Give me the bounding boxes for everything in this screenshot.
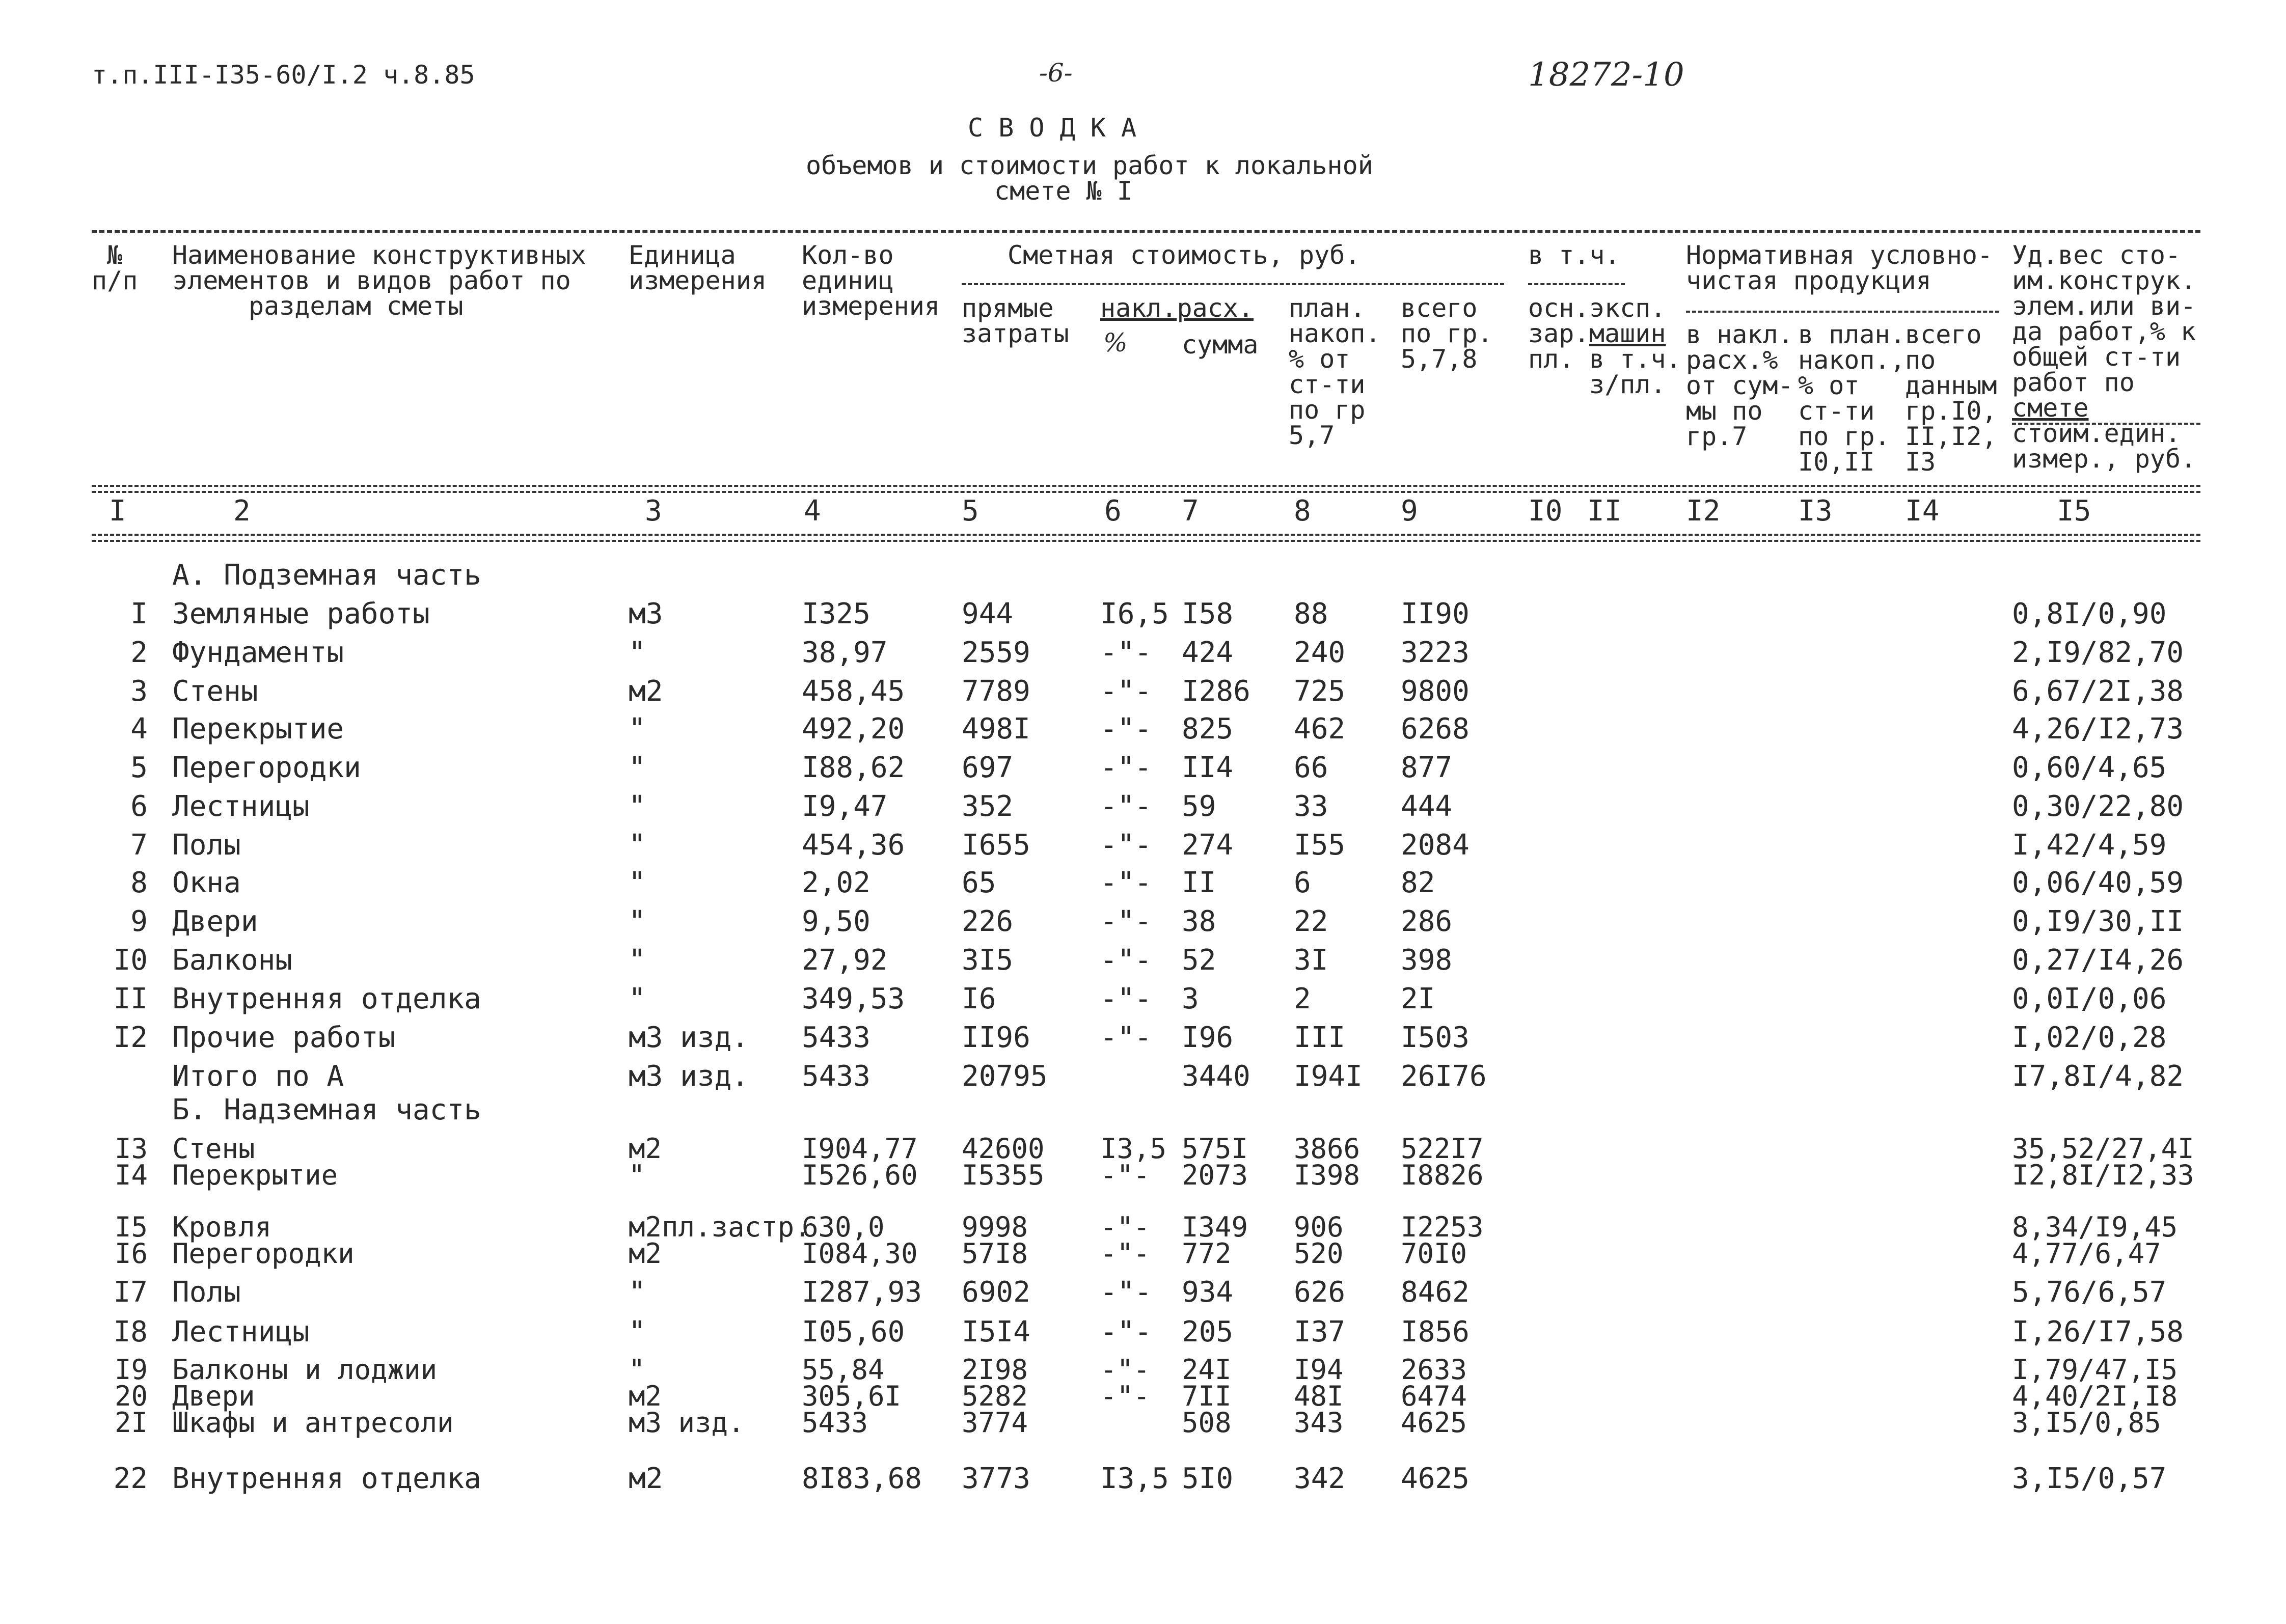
cell-total: 82 <box>1401 866 1435 899</box>
cell-total: 70I0 <box>1401 1237 1467 1270</box>
cell-plan: 33 <box>1294 790 1328 823</box>
cell-n: I2 <box>113 1021 148 1054</box>
col-header-5: прямые затраты <box>962 293 1069 348</box>
col-header-8: план. накоп. % от ст-ти по гр 5,7 <box>1289 293 1381 450</box>
cell-qty: 458,45 <box>802 675 905 708</box>
cell-plan: 725 <box>1294 675 1346 708</box>
cell-sum: 575I <box>1182 1133 1248 1165</box>
cell-name: Балконы и лоджии <box>172 1354 438 1386</box>
cell-share: 0,I9/30,II <box>2012 905 2184 938</box>
cell-qty: 5433 <box>802 1407 868 1439</box>
cell-unit: " <box>629 790 646 823</box>
cell-plan: 342 <box>1294 1462 1346 1495</box>
cell-plan: I37 <box>1294 1315 1346 1348</box>
cell-direct: I655 <box>962 829 1030 862</box>
col-header-7: сумма <box>1182 330 1259 360</box>
cell-qty: 9,50 <box>802 905 870 938</box>
cell-pct: -"- <box>1100 1159 1150 1191</box>
cell-pct: -"- <box>1100 1354 1150 1386</box>
cell-n: 22 <box>113 1462 148 1495</box>
cell-plan: 48I <box>1294 1380 1344 1412</box>
cell-share: I,26/I7,58 <box>2012 1315 2184 1348</box>
cell-pct: -"- <box>1100 1276 1152 1309</box>
cell-qty: 630,0 <box>802 1211 885 1243</box>
cell-sum: II4 <box>1182 751 1234 784</box>
cell-n: I6 <box>114 1237 148 1270</box>
cell-share: I,42/4,59 <box>2012 829 2167 862</box>
cell-name: Стены <box>172 675 258 708</box>
cell-unit: м2 <box>629 675 663 708</box>
cell-sum: I58 <box>1182 597 1234 630</box>
col-header-13: в план. накоп., % от ст-ти по гр. I0,II <box>1798 320 1906 477</box>
table-top-rule <box>92 230 2200 233</box>
cell-plan: 3866 <box>1294 1133 1360 1165</box>
cell-qty: 349,53 <box>802 982 905 1015</box>
cell-n: I8 <box>113 1315 148 1348</box>
cell-sum: 934 <box>1182 1276 1234 1309</box>
cell-qty: 492,20 <box>802 712 905 746</box>
col-header-12: в накл. расх.% от сум- мы по гр.7 <box>1686 320 1793 451</box>
cell-sum: 424 <box>1182 636 1234 669</box>
cell-direct: I5355 <box>962 1159 1045 1191</box>
cell-direct: 697 <box>962 751 1014 784</box>
cell-unit: " <box>629 944 646 977</box>
cell-name: Перегородки <box>172 1237 355 1270</box>
cell-sum: 3440 <box>1182 1060 1250 1093</box>
cell-unit: " <box>629 982 646 1015</box>
cell-n: I <box>130 597 148 630</box>
cell-total: 9800 <box>1401 675 1469 708</box>
document-code: т.п.III-I35-60/I.2 ч.8.85 <box>92 60 475 90</box>
cell-direct: 944 <box>962 597 1014 630</box>
cell-direct: 65 <box>962 866 996 899</box>
cell-share: 5,76/6,57 <box>2012 1276 2167 1309</box>
cell-unit: м2 <box>629 1380 662 1412</box>
cell-total: 8462 <box>1401 1276 1469 1309</box>
cell-name: Лестницы <box>172 1315 310 1348</box>
cell-total: 2633 <box>1401 1354 1467 1386</box>
cell-name: Перекрытие <box>172 1159 338 1191</box>
cell-plan: I55 <box>1294 829 1346 862</box>
cell-unit: " <box>629 1315 646 1348</box>
cell-pct: -"- <box>1100 1021 1152 1054</box>
cell-qty: I88,62 <box>802 751 905 784</box>
cell-qty: I526,60 <box>802 1159 918 1191</box>
cell-sum: 52 <box>1182 944 1216 977</box>
cell-n: I9 <box>114 1354 148 1386</box>
cell-share: I7,8I/4,82 <box>2012 1060 2184 1093</box>
cell-qty: 55,84 <box>802 1354 885 1386</box>
cell-share: 3,I5/0,85 <box>2012 1407 2161 1439</box>
cell-name: Двери <box>172 1380 255 1412</box>
col-number: 2 <box>233 494 251 528</box>
cell-pct: -"- <box>1100 982 1152 1015</box>
cell-n: I5 <box>114 1211 148 1243</box>
col-header-15: Уд.вес сто- им.конструк. элем.или ви- да работ,% к общей ст-ти работ по смете стоим.един. измер., руб. <box>2012 240 2196 474</box>
col-number: I <box>109 494 126 528</box>
cell-name: Полы <box>172 1276 241 1309</box>
cell-direct: 2I98 <box>962 1354 1028 1386</box>
cell-n: II <box>113 982 148 1015</box>
cell-share: 0,06/40,59 <box>2012 866 2184 899</box>
cell-qty: 27,92 <box>802 944 888 977</box>
nakl-header: накл.расх. <box>1100 293 1254 323</box>
cell-direct: 352 <box>962 790 1014 823</box>
cell-sum: 24I <box>1182 1354 1232 1386</box>
numbers-bottom-rule-1 <box>92 534 2200 536</box>
cell-plan: 520 <box>1294 1237 1344 1270</box>
cell-name: Внутренняя отделка <box>172 1462 481 1495</box>
cell-pct: -"- <box>1100 905 1152 938</box>
section-title: А. Подземная часть <box>172 559 481 592</box>
cell-unit: м3 <box>629 597 663 630</box>
cell-share: 3,I5/0,57 <box>2012 1462 2167 1495</box>
cell-pct: -"- <box>1100 790 1152 823</box>
cell-sum: 825 <box>1182 712 1234 746</box>
cell-share: 0,8I/0,90 <box>2012 597 2167 630</box>
col-header-1: № п/п <box>92 240 138 295</box>
cell-name: Лестницы <box>172 790 310 823</box>
cell-pct: -"- <box>1100 712 1152 746</box>
cell-direct: I6 <box>962 982 996 1015</box>
cell-plan: 906 <box>1294 1211 1344 1243</box>
col-number: I2 <box>1686 494 1721 528</box>
cell-share: 4,40/2I,I8 <box>2012 1380 2178 1412</box>
cell-plan: 22 <box>1294 905 1328 938</box>
cell-sum: I286 <box>1182 675 1250 708</box>
col-header-4: Кол-во единиц измерения <box>802 240 940 321</box>
cell-plan: III <box>1294 1021 1346 1054</box>
cell-total: 4625 <box>1401 1407 1467 1439</box>
cell-name: Двери <box>172 905 258 938</box>
cell-name: Окна <box>172 866 241 899</box>
cell-pct: I6,5 <box>1100 597 1169 630</box>
cell-share: 35,52/27,4I <box>2012 1133 2194 1165</box>
cell-unit: м2 <box>629 1237 662 1270</box>
cell-share: I,02/0,28 <box>2012 1021 2167 1054</box>
cell-pct: -"- <box>1100 751 1152 784</box>
cell-n: I0 <box>113 944 148 977</box>
norm-header: Нормативная условно- чистая продукция <box>1686 240 1993 295</box>
cell-plan: 462 <box>1294 712 1346 746</box>
cell-direct: 2559 <box>962 636 1030 669</box>
cell-unit: " <box>629 905 646 938</box>
cell-total: 444 <box>1401 790 1453 823</box>
cell-qty: I287,93 <box>802 1276 922 1309</box>
cell-sum: 274 <box>1182 829 1234 862</box>
cell-qty: 5433 <box>802 1060 870 1093</box>
cell-pct: -"- <box>1100 636 1152 669</box>
cell-n: 5 <box>130 751 148 784</box>
cell-sum: 2073 <box>1182 1159 1248 1191</box>
numbers-bottom-rule-2 <box>92 540 2200 542</box>
cell-qty: 8I83,68 <box>802 1462 922 1495</box>
cell-n: 9 <box>130 905 148 938</box>
cell-pct: -"- <box>1100 1315 1152 1348</box>
cell-total: I856 <box>1401 1315 1469 1348</box>
cell-name: Балконы <box>172 944 293 977</box>
col-number: 5 <box>962 494 979 528</box>
header-bottom-rule-1 <box>92 485 2200 487</box>
cell-direct: 7789 <box>962 675 1030 708</box>
cell-qty: I325 <box>802 597 870 630</box>
cell-share: I2,8I/I2,33 <box>2012 1159 2194 1191</box>
document-title: С В О Д К А <box>968 113 1137 143</box>
cell-total: I503 <box>1401 1021 1469 1054</box>
cell-direct: 3I5 <box>962 944 1014 977</box>
cell-unit: " <box>629 829 646 862</box>
cell-name: Земляные работы <box>172 597 430 630</box>
cell-qty: 454,36 <box>802 829 905 862</box>
cell-plan: 88 <box>1294 597 1328 630</box>
cell-share: 4,77/6,47 <box>2012 1237 2161 1270</box>
cell-sum: 38 <box>1182 905 1216 938</box>
col-header-11: эксп. машин в т.ч. з/пл. <box>1589 293 1681 399</box>
header-bottom-rule-2 <box>92 491 2200 493</box>
cell-total: II90 <box>1401 597 1469 630</box>
norm-rule <box>1686 311 1999 313</box>
cell-direct: 5282 <box>962 1380 1028 1412</box>
col-header-2: Наименование конструктивных элементов и видов работ по разделам сметы <box>172 240 586 321</box>
cell-plan: I94I <box>1294 1060 1363 1093</box>
cell-total: I8826 <box>1401 1159 1484 1191</box>
vtch-header: в т.ч. <box>1528 240 1620 270</box>
cell-plan: I398 <box>1294 1159 1360 1191</box>
col-number: 7 <box>1182 494 1199 528</box>
cell-n: 3 <box>130 675 148 708</box>
cell-sum: I349 <box>1182 1211 1248 1243</box>
cell-unit: " <box>629 1354 645 1386</box>
cell-name: Шкафы и антресоли <box>172 1407 454 1439</box>
title-line-2: смете № I <box>994 176 1132 206</box>
cell-plan: 66 <box>1294 751 1328 784</box>
col-number: I3 <box>1798 494 1833 528</box>
cell-direct: 226 <box>962 905 1014 938</box>
cell-total: 877 <box>1401 751 1453 784</box>
vtch-rule <box>1528 283 1625 285</box>
col-number: I4 <box>1905 494 1940 528</box>
cell-pct: -"- <box>1100 944 1152 977</box>
cell-sum: 508 <box>1182 1407 1232 1439</box>
cell-unit: " <box>629 1159 645 1191</box>
col-header-3: Единица измерения <box>629 240 767 295</box>
cell-share: I,79/47,I5 <box>2012 1354 2178 1386</box>
cell-n: 20 <box>114 1380 148 1412</box>
cell-total: 398 <box>1401 944 1453 977</box>
cell-name: Перекрытие <box>172 712 344 746</box>
cell-share: 0,27/I4,26 <box>2012 944 2184 977</box>
cell-unit: " <box>629 636 646 669</box>
cell-unit: " <box>629 866 646 899</box>
cell-direct: 57I8 <box>962 1237 1028 1270</box>
cell-pct: -"- <box>1100 829 1152 862</box>
col-header-6: % <box>1103 328 1128 357</box>
cell-qty: 305,6I <box>802 1380 902 1412</box>
cell-unit: м3 изд. <box>629 1407 745 1439</box>
cell-pct: I3,5 <box>1100 1133 1167 1165</box>
cell-sum: 3 <box>1182 982 1199 1015</box>
cell-share: 0,60/4,65 <box>2012 751 2167 784</box>
cell-total: 4625 <box>1401 1462 1469 1495</box>
cell-unit: м2пл.застр. <box>629 1211 811 1243</box>
cell-direct: 9998 <box>962 1211 1028 1243</box>
cell-name: Полы <box>172 829 241 862</box>
cell-share: 8,34/I9,45 <box>2012 1211 2178 1243</box>
cell-pct: -"- <box>1100 1380 1150 1412</box>
col-number: 6 <box>1104 494 1122 528</box>
col-number: II <box>1587 494 1622 528</box>
cell-sum: 59 <box>1182 790 1216 823</box>
cell-unit: м2 <box>629 1133 662 1165</box>
cell-name: Внутренняя отделка <box>172 982 481 1015</box>
cell-sum: 205 <box>1182 1315 1234 1348</box>
cell-unit: " <box>629 712 646 746</box>
cell-qty: I084,30 <box>802 1237 918 1270</box>
cell-sum: I96 <box>1182 1021 1234 1054</box>
cost-group-rule <box>962 283 1504 285</box>
cell-total: 3223 <box>1401 636 1469 669</box>
cell-qty: 2,02 <box>802 866 870 899</box>
cell-name: Стены <box>172 1133 255 1165</box>
cell-n: 8 <box>130 866 148 899</box>
cell-pct: -"- <box>1100 1237 1150 1270</box>
cell-direct: I5I4 <box>962 1315 1030 1348</box>
cell-plan: 2 <box>1294 982 1311 1015</box>
cell-pct: -"- <box>1100 866 1152 899</box>
cell-direct: II96 <box>962 1021 1030 1054</box>
cell-sum: 5I0 <box>1182 1462 1234 1495</box>
cell-total: 6268 <box>1401 712 1469 746</box>
cell-total: 26I76 <box>1401 1060 1487 1093</box>
cell-qty: I9,47 <box>802 790 888 823</box>
cell-share: 0,30/22,80 <box>2012 790 2184 823</box>
cell-name: Прочие работы <box>172 1021 396 1054</box>
cell-sum: II <box>1182 866 1216 899</box>
cell-direct: 20795 <box>962 1060 1048 1093</box>
cell-sum: 772 <box>1182 1237 1232 1270</box>
cell-total: 2084 <box>1401 829 1469 862</box>
cell-plan: 626 <box>1294 1276 1346 1309</box>
cell-plan: 343 <box>1294 1407 1344 1439</box>
cell-total: 286 <box>1401 905 1453 938</box>
cell-n: 4 <box>130 712 148 746</box>
cell-pct: I3,5 <box>1100 1462 1169 1495</box>
cell-total: 2I <box>1401 982 1435 1015</box>
cost-group-header: Сметная стоимость, руб. <box>1008 240 1360 270</box>
cell-n: 6 <box>130 790 148 823</box>
section-title: Б. Надземная часть <box>172 1093 481 1126</box>
col-number: I0 <box>1528 494 1563 528</box>
cell-share: 6,67/2I,38 <box>2012 675 2184 708</box>
col-number: 3 <box>645 494 662 528</box>
cell-direct: 42600 <box>962 1133 1045 1165</box>
cell-n: 7 <box>130 829 148 862</box>
cell-qty: 5433 <box>802 1021 870 1054</box>
col-header-10: осн. зар. пл. <box>1528 293 1590 374</box>
cell-plan: 3I <box>1294 944 1328 977</box>
cell-name: Кровля <box>172 1211 272 1243</box>
cell-n: I4 <box>114 1159 148 1191</box>
cell-plan: I94 <box>1294 1354 1344 1386</box>
cell-pct: -"- <box>1100 1211 1150 1243</box>
col-header-9: всего по гр. 5,7,8 <box>1401 293 1493 374</box>
cell-n: 2I <box>114 1407 148 1439</box>
cell-n: 2 <box>130 636 148 669</box>
cell-name: Перегородки <box>172 751 361 784</box>
cell-unit: " <box>629 751 646 784</box>
cell-qty: I05,60 <box>802 1315 905 1348</box>
title-line-1: объемов и стоимости работ к локальной <box>806 151 1373 180</box>
cell-total: I2253 <box>1401 1211 1484 1243</box>
cell-unit: м3 изд. <box>629 1060 749 1093</box>
cell-plan: 240 <box>1294 636 1346 669</box>
col-number: 4 <box>804 494 821 528</box>
col-number: 9 <box>1401 494 1418 528</box>
cell-direct: 6902 <box>962 1276 1030 1309</box>
cell-sum: 7II <box>1182 1380 1232 1412</box>
cell-qty: 38,97 <box>802 636 888 669</box>
cell-unit: м3 изд. <box>629 1021 749 1054</box>
cell-pct: -"- <box>1100 675 1152 708</box>
cell-n: I7 <box>113 1276 148 1309</box>
cell-direct: 3774 <box>962 1407 1028 1439</box>
cell-qty: I904,77 <box>802 1133 918 1165</box>
cell-name: Фундаменты <box>172 636 344 669</box>
col-number: I5 <box>2057 494 2091 528</box>
cell-name: Итого по А <box>172 1060 344 1093</box>
col-number: 8 <box>1294 494 1311 528</box>
cell-direct: 3773 <box>962 1462 1030 1495</box>
cell-share: 4,26/I2,73 <box>2012 712 2184 746</box>
cell-plan: 6 <box>1294 866 1311 899</box>
cell-total: 522I7 <box>1401 1133 1484 1165</box>
document-number: 18272-10 <box>1528 56 1684 94</box>
page-number: -6- <box>1039 58 1073 88</box>
cell-unit: м2 <box>629 1462 663 1495</box>
cell-direct: 498I <box>962 712 1030 746</box>
cell-share: 0,0I/0,06 <box>2012 982 2167 1015</box>
cell-total: 6474 <box>1401 1380 1467 1412</box>
cell-unit: " <box>629 1276 646 1309</box>
col-header-14: всего по данным гр.I0, II,I2, I3 <box>1905 320 1997 477</box>
cell-share: 2,I9/82,70 <box>2012 636 2184 669</box>
cell-n: I3 <box>114 1133 148 1165</box>
